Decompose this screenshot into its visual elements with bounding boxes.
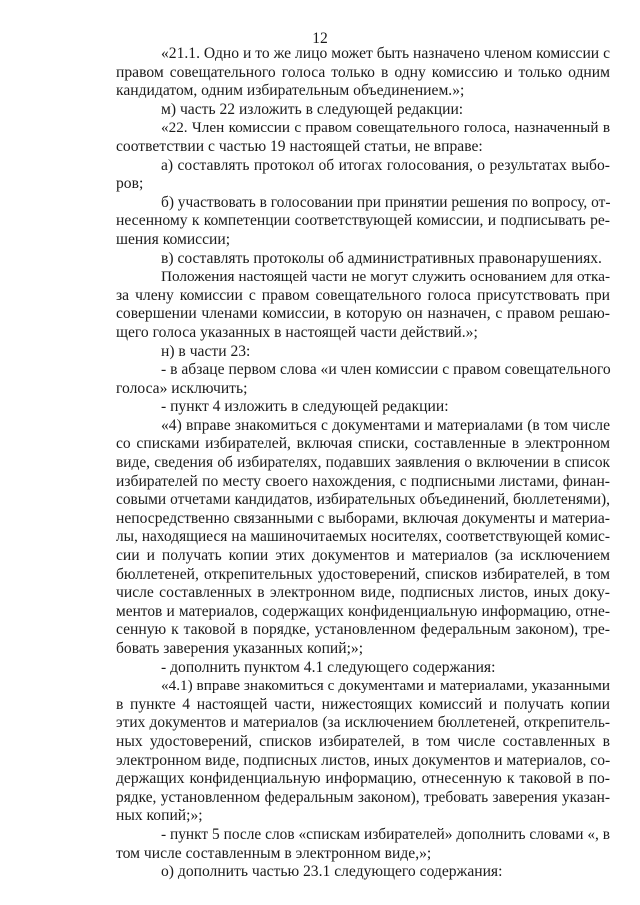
- text-line: виде, сведения об избирателях, подавших заявления о включении в список: [116, 454, 610, 472]
- text-line: этих документов и материалов (за исключением бюллетеней, открепитель-: [116, 714, 610, 732]
- text-line: сии и получать копии этих документов и материалов (за исключением: [116, 547, 610, 565]
- text-line: о) дополнить частью 23.1 следующего содержания:: [161, 863, 503, 881]
- text-line: «22. Член комиссии с правом совещательного голоса, назначенный в: [161, 119, 610, 137]
- text-line: в пункте 4 настоящей части, нижестоящих комиссий и получать копии: [116, 695, 610, 713]
- text-line: правом совещательного голоса только в одну комиссию и только одним: [116, 63, 610, 81]
- text-line: за члену комиссии с правом совещательного голоса присутствовать при: [116, 286, 610, 304]
- text-line: в) составлять протоколы об административных правонарушениях.: [161, 249, 602, 267]
- text-line: «4) вправе знакомиться с документами и материалами (в том числе: [161, 416, 610, 434]
- text-line: голоса» исключить;: [116, 379, 248, 397]
- text-line: а) составлять протокол об итогах голосования, о результатах выбо-: [161, 156, 610, 174]
- text-line: том числе составленным в электронном виде,»;: [116, 844, 432, 862]
- text-line: «21.1. Одно и то же лицо может быть назначено членом комиссии с: [161, 45, 610, 62]
- text-line: ных копий;»;: [116, 807, 203, 825]
- text-line: совершении членами комиссии, в которую он назначен, с правом решаю-: [116, 305, 610, 323]
- text-line: соответствии с частью 19 настоящей статьи, не вправе:: [116, 137, 483, 155]
- text-line: бюллетеней, открепительных удостоверений, списков избирателей, в том: [116, 565, 610, 583]
- document-body: [116, 45, 610, 882]
- text-line: сенную к таковой в порядке, установленном федеральным законом), тре-: [116, 621, 610, 639]
- text-line: шения комиссии;: [116, 230, 231, 248]
- text-line: непосредственно связанными с выборами, включая документы и материа-: [116, 509, 610, 527]
- text-line: - дополнить пунктом 4.1 следующего содержания:: [161, 658, 496, 676]
- text-line: ных удостоверений, списков избирателей, в том числе составленных в: [116, 732, 610, 750]
- text-line: Положения настоящей части не могут служить основанием для отка-: [161, 268, 610, 286]
- text-line: «4.1) вправе знакомиться с документами и материалами, указанными: [161, 677, 610, 695]
- text-line: н) в части 23:: [161, 342, 251, 360]
- text-line: ментов и материалов, содержащих конфиденциальную информацию, отне-: [116, 602, 610, 620]
- text-line: - пункт 5 после слов «спискам избирателей» дополнить словами «, в: [161, 825, 610, 843]
- text-line: кандидатом, одним избирательным объединением.»;: [116, 82, 465, 100]
- text-line: ров;: [116, 175, 144, 193]
- text-line: несенному к компетенции соответствующей комиссии, и подписывать ре-: [116, 212, 610, 230]
- text-line: щего голоса указанных в настоящей части действий.»;: [116, 323, 478, 341]
- text-line: - пункт 4 изложить в следующей редакции:: [161, 398, 449, 416]
- text-line: со списками избирателей, включая списки, составленные в электронном: [116, 435, 610, 453]
- text-line: числе составленных в электронном виде, подписных листов, иных доку-: [116, 584, 610, 602]
- text-line: б) участвовать в голосовании при принятии решения по вопросу, от-: [161, 193, 611, 211]
- page-number: 12: [312, 30, 328, 47]
- text-line: бовать заверения указанных копий;»;: [116, 640, 364, 657]
- text-line: совыми отчетами кандидатов, избирательных объединений, бюллетенями),: [116, 491, 610, 509]
- text-line: электронном виде, подписных листов, иных документов и материалов, со-: [116, 751, 611, 769]
- text-line: держащих конфиденциальную информацию, отнесенную к таковой в по-: [116, 770, 610, 788]
- text-line: м) часть 22 изложить в следующей редакции:: [161, 100, 464, 118]
- text-line: рядке, установленном федеральным законом), требовать заверения указан-: [116, 788, 610, 806]
- text-line: - в абзаце первом слова «и член комиссии с правом совещательного: [161, 361, 611, 379]
- text-line: лы, находящиеся на машиночитаемых носителях, соответствующей комис-: [116, 528, 610, 546]
- text-line: избирателей по месту своего нахождения, с подписными листами, финан-: [116, 472, 610, 490]
